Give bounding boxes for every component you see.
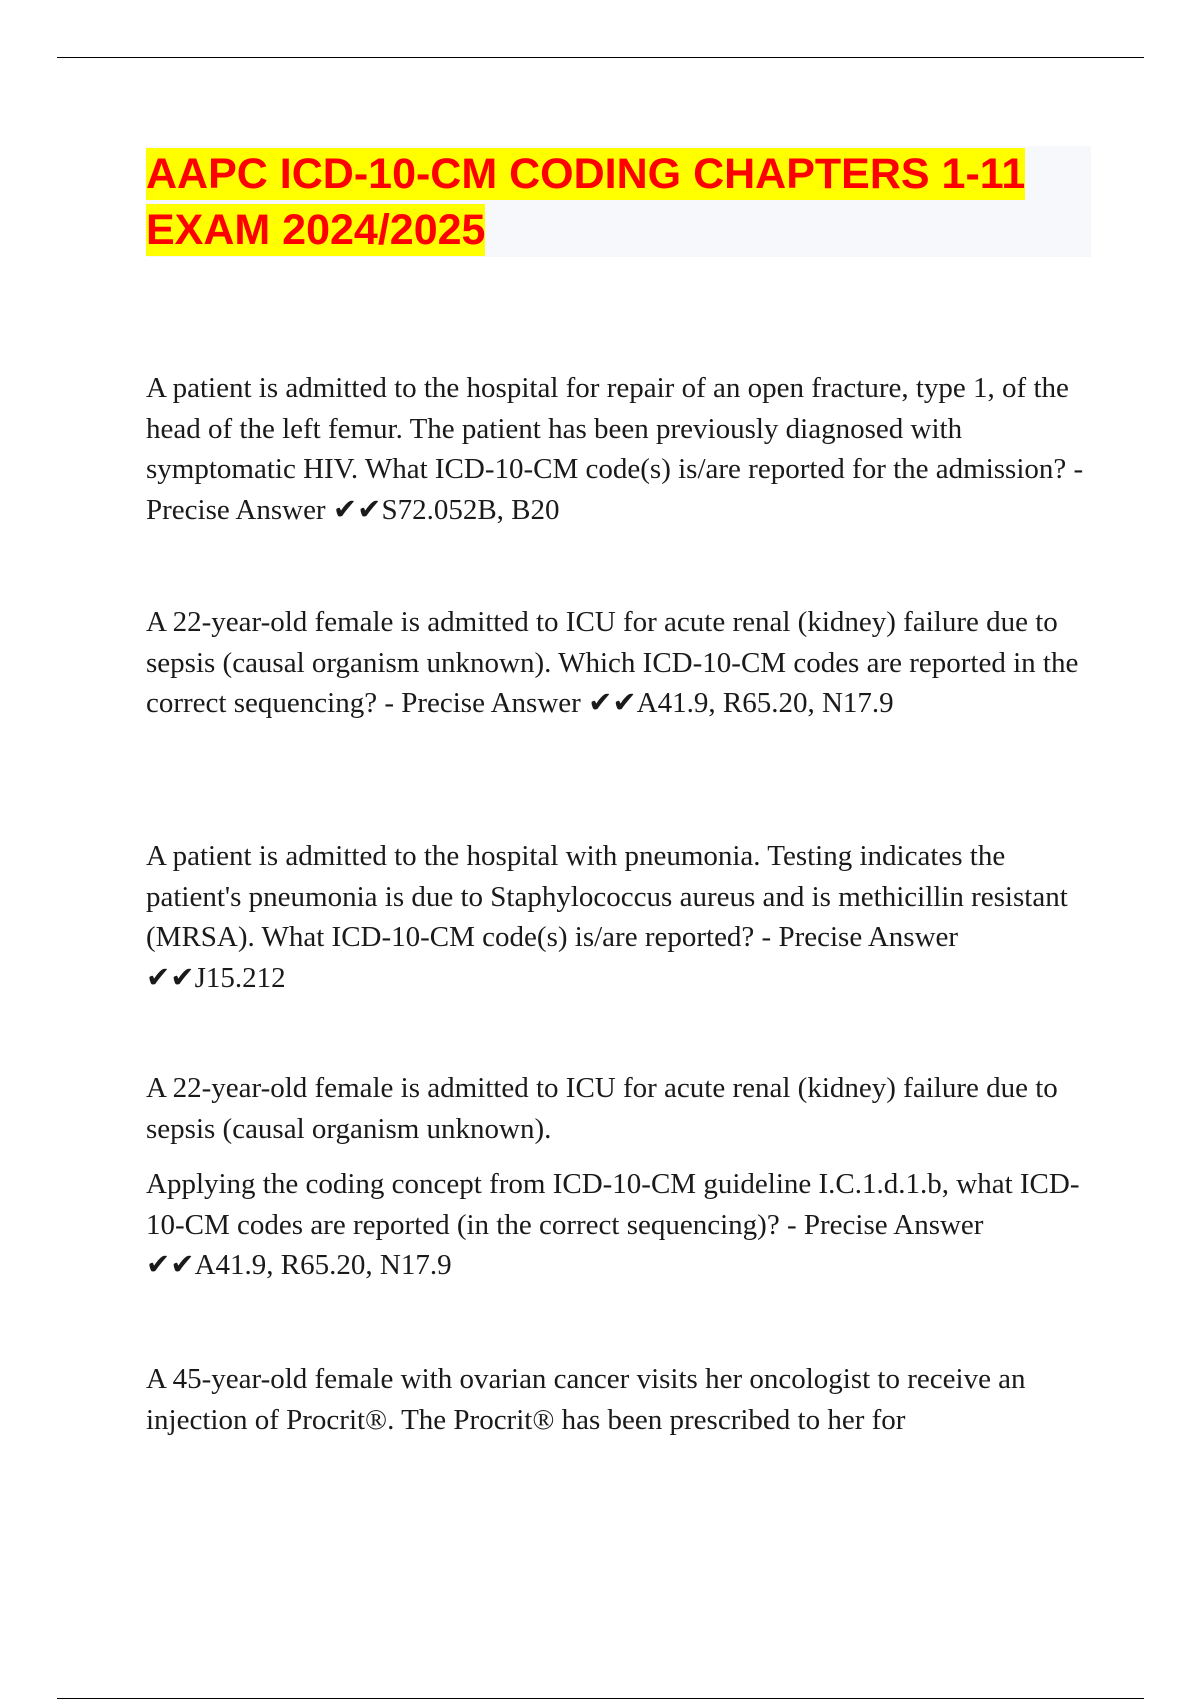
title-block (146, 146, 1091, 257)
question-1-text: A patient is admitted to the hospital for repair of an open fracture, type 1, of the head of the left femur. The patient has been previously diagnosed with symptomatic HIV. What ICD-10-CM code(s) is/are reported for the admission? - Precise Answer ✔✔S72.052B, B20 (146, 372, 1084, 526)
bottom-rule (57, 1698, 1144, 1699)
top-rule (57, 57, 1144, 58)
question-3 (146, 836, 1091, 998)
question-5-text: A 45-year-old female with ovarian cancer visits her oncologist to receive an injection of Procrit®. The Procrit® has been prescribed to her for (146, 1363, 1026, 1436)
question-1 (146, 368, 1091, 530)
question-4-text-part2: Applying the coding concept from ICD-10-CM guideline I.C.1.d.1.b, what ICD-10-CM codes are reported (in the correct sequencing)? - Precise Answer ✔✔A41.9, R65.20, N17.9 (146, 1168, 1080, 1281)
question-2 (146, 602, 1091, 724)
question-4 (146, 1068, 1091, 1286)
question-2-text: A 22-year-old female is admitted to ICU for acute renal (kidney) failure due to sepsis (causal organism unknown). Which ICD-10-CM codes are reported in the correct sequencing? - Precise Answer ✔✔A41.9, R65.20, N17.9 (146, 606, 1079, 719)
document-title (146, 146, 1091, 258)
document-title-text: AAPC ICD-10-CM CODING CHAPTERS 1-11 EXAM 2024/2025 (146, 150, 1026, 254)
question-4-text-part1: A 22-year-old female is admitted to ICU for acute renal (kidney) failure due to sepsis (causal organism unknown). (146, 1072, 1058, 1145)
question-3-text: A patient is admitted to the hospital with pneumonia. Testing indicates the patient's pneumonia is due to Staphylococcus aureus and is methicillin resistant (MRSA). What ICD-10-CM code(s) is/are reported? - Precise Answer ✔✔J15.212 (146, 840, 1068, 994)
question-5 (146, 1359, 1091, 1440)
